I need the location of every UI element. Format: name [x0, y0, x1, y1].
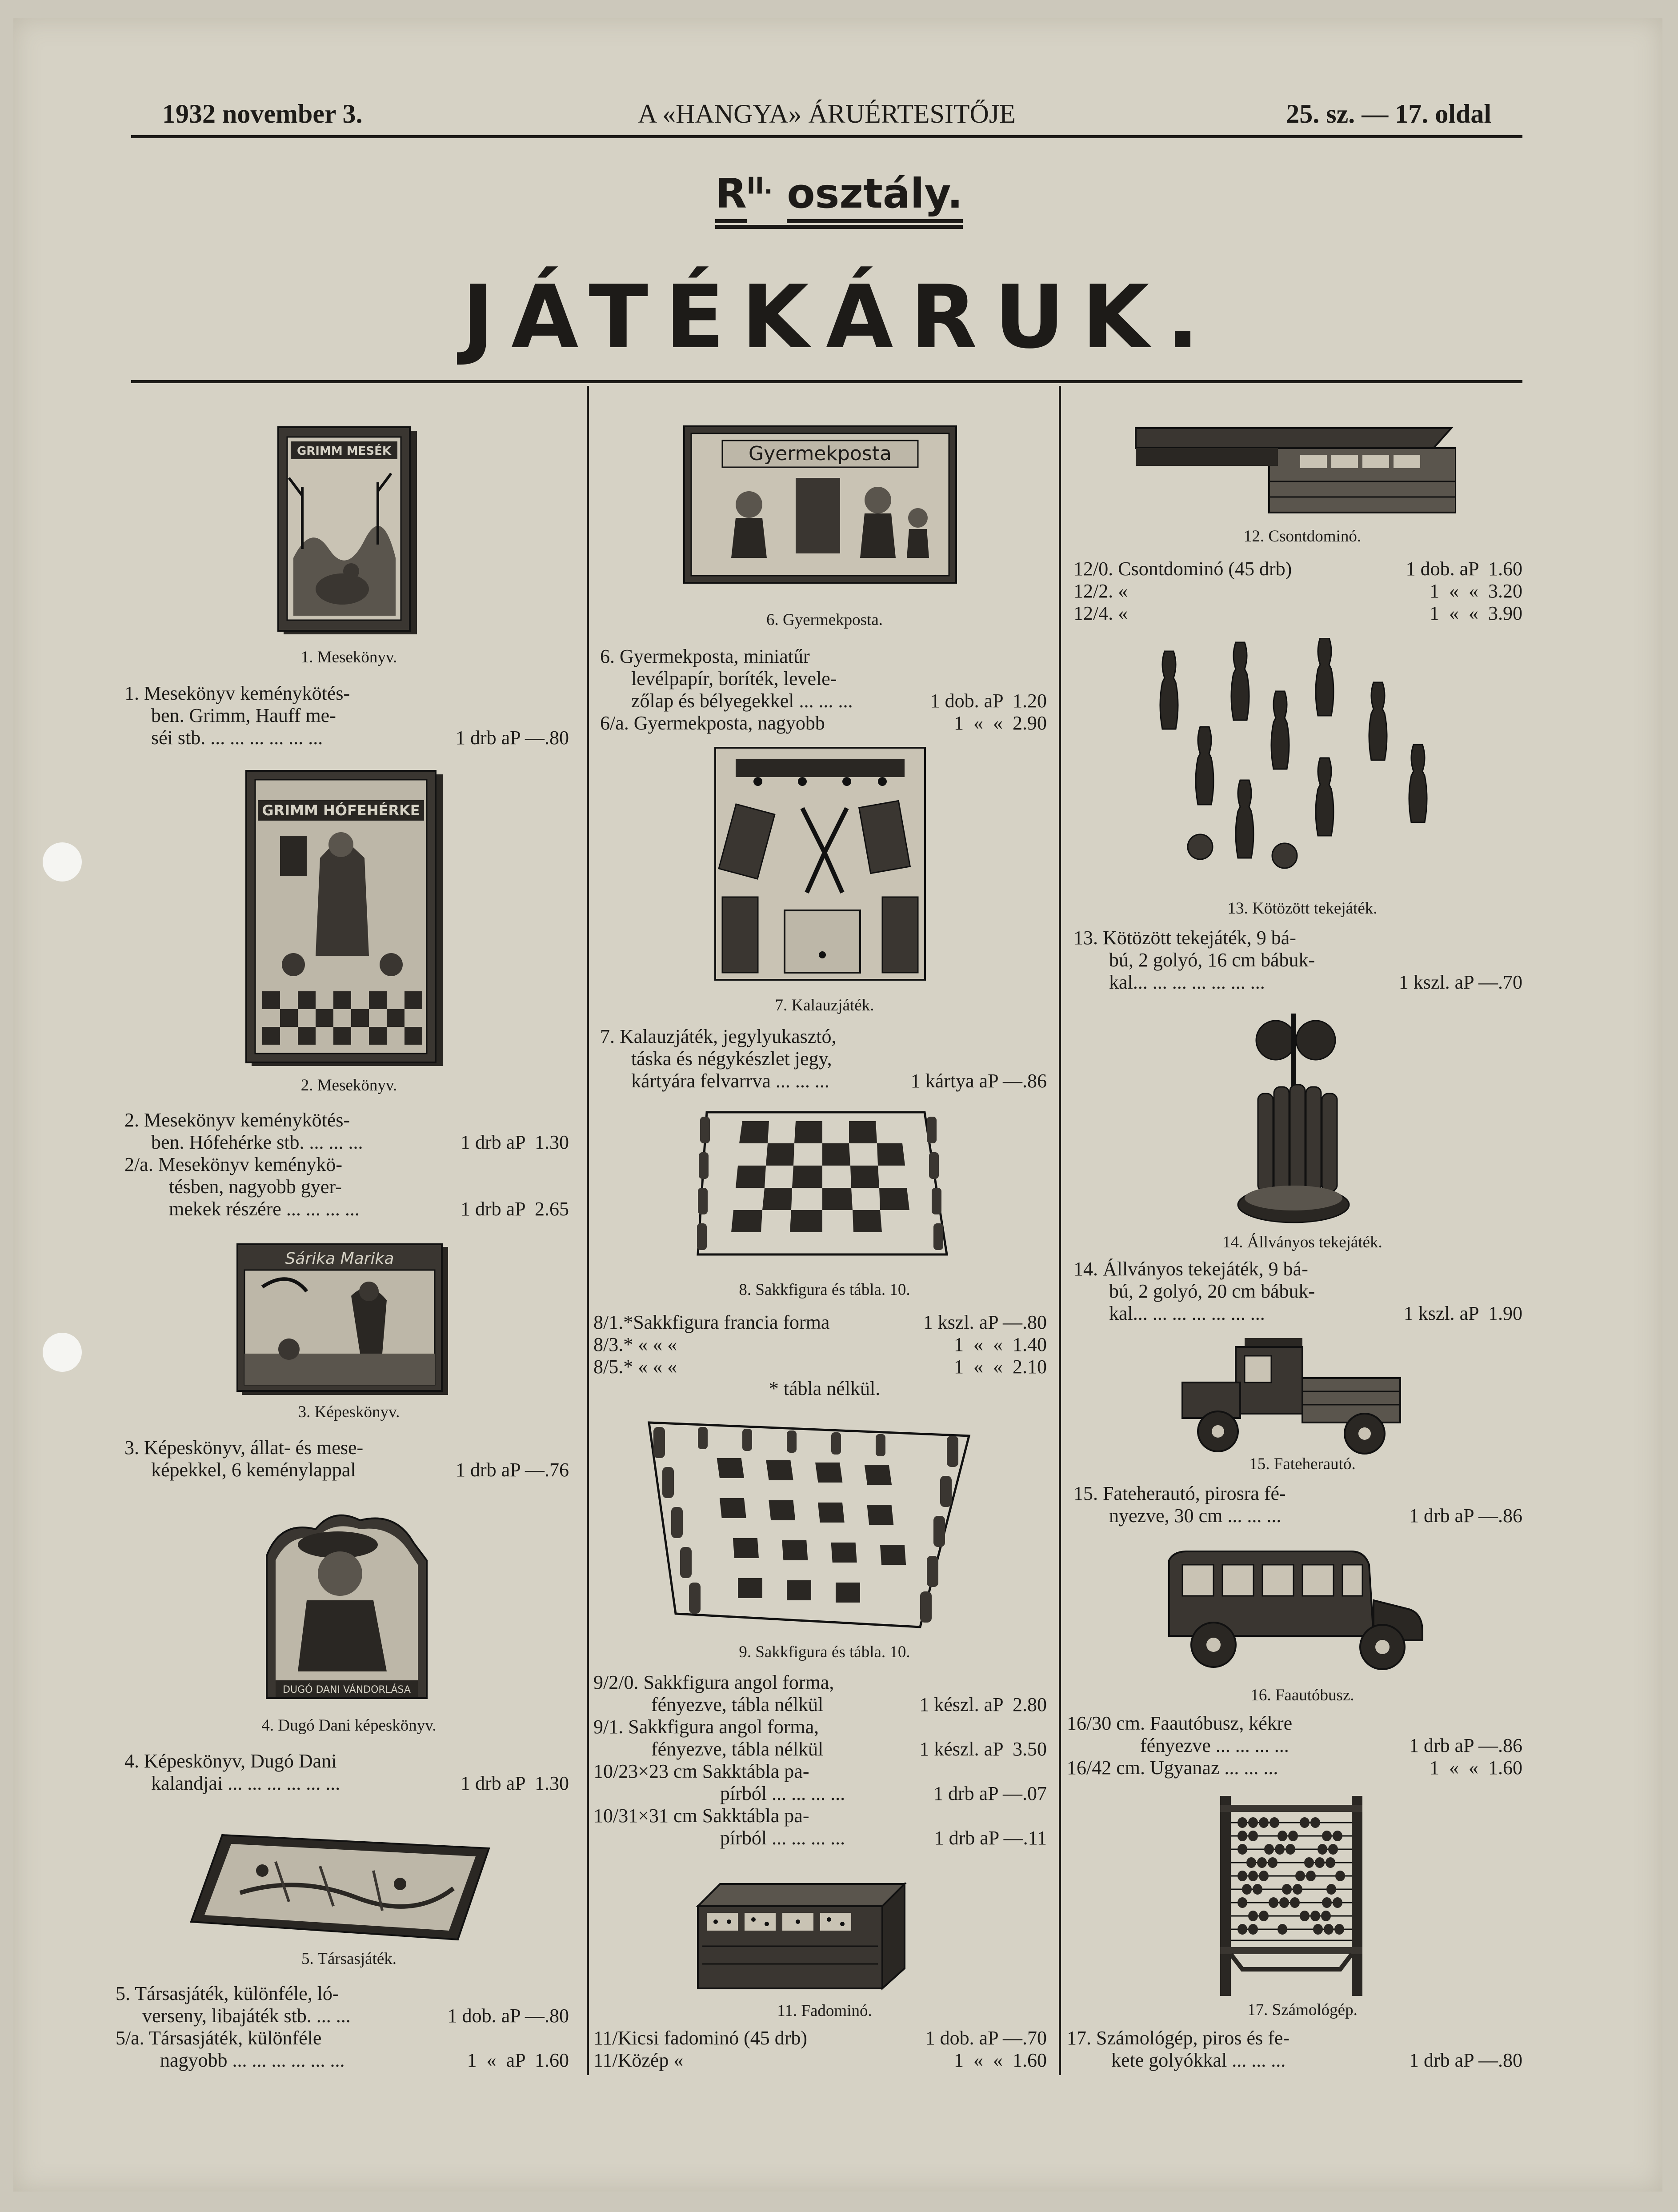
chess-set-image-8 [693, 1103, 949, 1263]
header-rule [131, 135, 1522, 138]
caption-2: 2. Mesekönyv. [300, 1076, 397, 1094]
caption-16: 16. Faautóbusz. [1250, 1686, 1354, 1704]
caption-3: 3. Képeskönyv. [298, 1403, 400, 1421]
item-13: 13. Kötözött tekejáték, 9 bá- bú, 2 golyó, 16 cm bábuk- kal... ... ... ... ... ... ... 1 kszl. aP —.70 [1073, 927, 1522, 993]
caption-11: 11. Fadominó. [777, 2002, 872, 2020]
caption-15: 15. Fateherautó. [1249, 1455, 1356, 1473]
title-rule [131, 380, 1522, 383]
item-16: 16/30 cm. Faautóbusz, kékre fényezve ... ... ... ... 1 drb aP —.86 16/42 cm. Ugyanaz ... ... ... 1 « « 1.60 [1067, 1712, 1522, 1779]
item-17: 17. Számológép, piros és fe- kete golyókkal ... ... ... 1 drb aP —.80 [1067, 2027, 1522, 2071]
item-6: 6. Gyermekposta, miniatűr levélpapír, boríték, levele- zőlap és bélyegekkel ... ... ... 1 dob. aP 1.20 6/a. Gyermekposta, nagyobb 1 « « 2.90 [600, 645, 1047, 734]
item-2: 2. Mesekönyv keménykötés- ben. Hófehérke stb. ... ... ... 1 drb aP 1.30 2/a. Mesekönyv keménykö- tésben, nagyobb gyer- mekek részére ... ... ... ... 1 drb aP 2.65 [124, 1109, 569, 1220]
board-game-image [187, 1831, 493, 1942]
item-12: 12/0. Csontdominó (45 drb) 1 dob. aP 1.60 12/2. « 1 « « 3.20 12/4. « 1 « « 3.90 [1073, 558, 1522, 624]
item-8: 8/1.*Sakkfigura francia forma 1 kszl. aP —.80 8/3.* « « « 1 « « 1.40 8/5.* « « « 1 « « 2.10 [593, 1311, 1047, 1378]
issue-date: 1932 november 3. [162, 99, 363, 128]
conductor-game-image [713, 746, 927, 982]
sarika-marika-book-image [236, 1242, 449, 1396]
item-7: 7. Kalauzjáték, jegylyukasztó, táska és négykészlet jegy, kártyára felvarrva ... ... ... 1 kártya aP —.86 [600, 1026, 1047, 1092]
item-4: 4. Képeskönyv, Dugó Dani kalandjai ... ... ... ... ... ... 1 drb aP 1.30 [124, 1750, 569, 1794]
caption-12: 12. Csontdominó. [1243, 527, 1362, 545]
svg-text:DUGÓ DANI VÁNDORLÁSA: DUGÓ DANI VÁNDORLÁSA [283, 1684, 411, 1695]
chess-set-image-9 [645, 1418, 973, 1629]
class-heading: $R^{II.}$ osztály. [0, 170, 1678, 229]
bowling-pins-image [1151, 638, 1436, 887]
skittles-stand-image [1236, 1009, 1351, 1227]
caption-6: 6. Gyermekposta. [766, 611, 883, 629]
column-divider [1059, 386, 1061, 2075]
item-9: 9/2/0. Sakkfigura angol forma, fényezve, tábla nélkül 1 készl. aP 2.80 9/1. Sakkfigura angol forma, fényezve, tábla nélkül 1 készl. aP 3.50 10/23×23 cm Sakktábla pa- pírból ... ... ... ... 1 drb aP —.07 10/31×31 cm Sakktábla pa- pírból ... ... ... ... 1 drb aP —.11 [593, 1671, 1047, 1849]
footnote-no-board: * tábla nélkül. [769, 1378, 881, 1399]
svg-text:GRIMM HÓFEHÉRKE: GRIMM HÓFEHÉRKE [262, 802, 420, 819]
item-15: 15. Fateherautó, pirosra fé- nyezve, 30 cm ... ... ... 1 drb aP —.86 [1073, 1483, 1522, 1527]
page-title: JÁTÉKÁRUK. [462, 267, 1216, 368]
wooden-domino-box-image [693, 1879, 907, 1991]
snow-white-book-image [244, 769, 445, 1067]
children-post-office-box-image [682, 425, 958, 585]
caption-8: 8. Sakkfigura és tábla. 10. [739, 1281, 910, 1299]
caption-7: 7. Kalauzjáték. [775, 996, 874, 1014]
svg-text:Sárika Marika: Sárika Marika [285, 1250, 394, 1268]
caption-13: 13. Kötözött tekejáték. [1227, 899, 1378, 918]
publication-name: A «HANGYA» ÁRUÉRTESITŐJE [638, 99, 1016, 128]
item-14: 14. Állványos tekejáték, 9 bá- bú, 2 golyó, 20 cm bábuk- kal... ... ... ... ... ... ... 1 kszl. aP 1.90 [1073, 1258, 1522, 1324]
wooden-truck-image [1178, 1334, 1405, 1458]
issue-page-number: 25. sz. — 17. oldal [1286, 99, 1491, 128]
caption-9: 9. Sakkfigura és tábla. 10. [739, 1643, 910, 1661]
dugo-dani-book-image [262, 1503, 431, 1703]
punch-hole [43, 842, 82, 882]
fairy-tale-book-image [276, 425, 422, 638]
caption-14: 14. Állványos tekejáték. [1222, 1233, 1382, 1251]
page-header [131, 99, 1522, 139]
caption-5: 5. Társasjáték. [301, 1950, 397, 1968]
bone-domino-box-image [1131, 424, 1456, 515]
wooden-bus-image [1160, 1547, 1427, 1671]
item-3: 3. Képeskönyv, állat- és mese- képekkel, 6 keménylappal 1 drb aP —.76 [124, 1437, 569, 1481]
abacus-image [1216, 1791, 1367, 2000]
item-11: 11/Kicsi fadominó (45 drb) 1 dob. aP —.70 11/Közép « 1 « « 1.60 [593, 2027, 1047, 2071]
caption-17: 17. Számológép. [1247, 2001, 1358, 2019]
item-5: 5. Társasjáték, különféle, ló- verseny, libajáték stb. ... ... 1 dob. aP —.80 5/a. Társasjáték, különféle nagyobb ... ... ... ... ... ... 1 « aP 1.60 [116, 1983, 569, 2071]
svg-text:Gyermekposta: Gyermekposta [749, 442, 892, 465]
caption-4: 4. Dugó Dani képeskönyv. [261, 1716, 437, 1735]
punch-hole [43, 1333, 82, 1372]
column-divider [587, 386, 589, 2075]
svg-text:GRIMM MESÉK: GRIMM MESÉK [296, 445, 392, 458]
caption-1: 1. Mesekönyv. [300, 648, 397, 666]
item-1: 1. Mesekönyv keménykötés- ben. Grimm, Hauff me- séi stb. ... ... ... ... ... ... 1 drb aP —.80 [124, 682, 569, 749]
